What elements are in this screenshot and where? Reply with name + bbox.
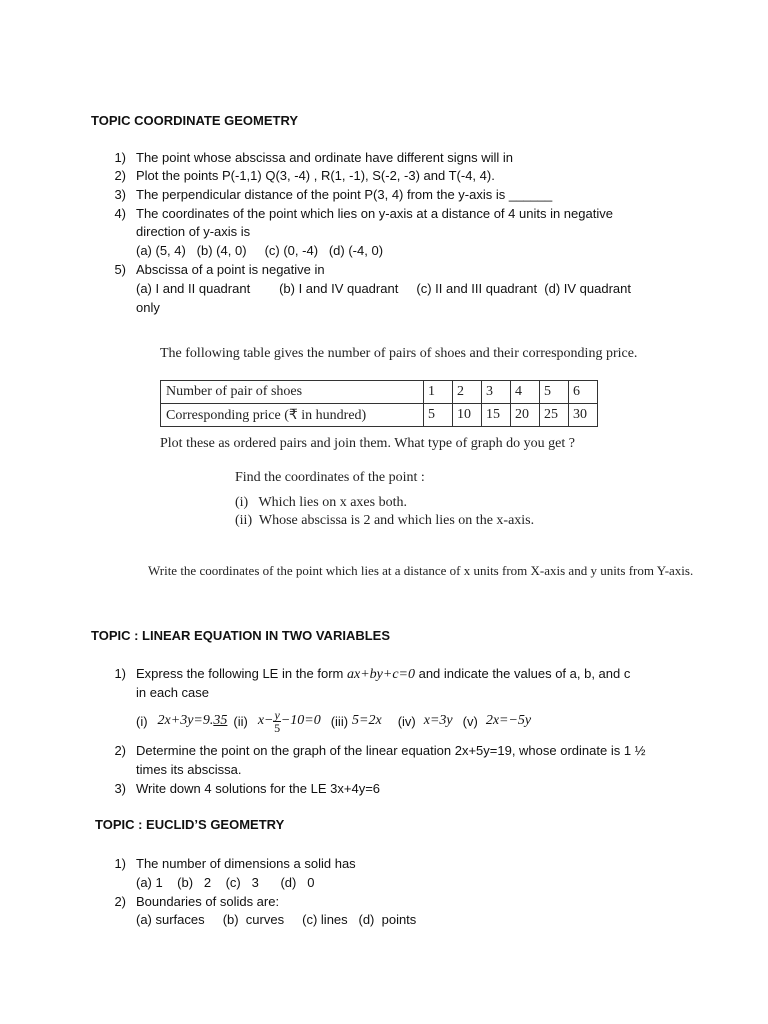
question-number: 1) <box>114 856 126 871</box>
coordinate-q4-line2: direction of y-axis is <box>136 224 251 239</box>
coordinate-heading: TOPIC COORDINATE GEOMETRY <box>91 113 299 128</box>
eq-ii-label: (ii) <box>233 713 248 729</box>
table-cell: 1 <box>424 381 453 404</box>
euclid-heading: TOPIC : EUCLID’S GEOMETRY <box>95 817 285 832</box>
shoes-table <box>160 380 598 427</box>
eq-iii-label: (iii) <box>330 713 349 729</box>
coordinate-q4-options: (a) (5, 4) (b) (4, 0) (c) (0, -4) (d) (-4, 0) <box>136 243 384 258</box>
table-cell: 5 <box>424 404 453 427</box>
question-number: 3) <box>114 781 126 796</box>
linear-q1-pre: Express the following LE in the form <box>136 666 347 681</box>
coordinate-q4-line1: The coordinates of the point which lies on y-axis at a distance of 4 units in negative <box>136 206 613 221</box>
table-cell-label: Corresponding price (₹ in hundred) <box>161 404 424 427</box>
coordinate-q5-only: only <box>136 300 160 315</box>
fraction-numerator: y <box>274 707 280 722</box>
shoes-after-text: Plot these as ordered pairs and join them. What type of graph do you get ? <box>160 436 575 451</box>
coordinate-q3: The perpendicular distance of the point P(3, 4) from the y-axis is ______ <box>136 187 553 202</box>
coordinate-q2: Plot the points P(-1,1) Q(3, -4) , R(1, -1), S(-2, -3) and T(-4, 4). <box>136 168 495 183</box>
eq-v-label: (v) <box>462 713 478 729</box>
equation-row <box>136 706 531 736</box>
table-row <box>161 404 598 427</box>
table-cell: 25 <box>540 404 569 427</box>
euclid-q1-options: (a) 1 (b) 2 (c) 3 (d) 0 <box>136 875 315 890</box>
table-cell: 20 <box>511 404 540 427</box>
linear-q2-line2: times its abscissa. <box>136 762 242 777</box>
euclid-q1: The number of dimensions a solid has <box>136 856 356 871</box>
table-cell: 5 <box>540 381 569 404</box>
fraction-denominator: 5 <box>274 720 281 735</box>
shoes-intro: The following table gives the number of pairs of shoes and their corresponding price. <box>160 346 638 361</box>
coordinate-q5-line1: Abscissa of a point is negative in <box>136 262 325 277</box>
linear-q1-form: ax+by+c=0 <box>347 667 415 682</box>
question-number: 2) <box>114 894 126 909</box>
question-number: 2) <box>114 168 126 183</box>
table-cell: 2 <box>453 381 482 404</box>
linear-q1-line1 <box>136 665 630 684</box>
table-cell: 3 <box>482 381 511 404</box>
table-cell: 6 <box>569 381 598 404</box>
table-cell: 4 <box>511 381 540 404</box>
table-cell: 30 <box>569 404 598 427</box>
question-number: 3) <box>114 187 126 202</box>
linear-q3: Write down 4 solutions for the LE 3x+4y=6 <box>136 781 381 796</box>
euclid-q2-options: (a) surfaces (b) curves (c) lines (d) points <box>136 912 417 927</box>
question-number: 1) <box>114 150 126 165</box>
eq-iv-label: (iv) <box>397 713 416 729</box>
coordinate-q5-options: (a) I and II quadrant (b) I and IV quadrant (c) II and III quadrant (d) IV quadrant <box>136 281 631 296</box>
find-coordinates-text: Find the coordinates of the point : <box>235 470 425 485</box>
eq-ii-b: −10=0 <box>280 713 321 728</box>
write-coordinates-text: Write the coordinates of the point which lies at a distance of x units from X-axis and y units from Y-axis. <box>148 563 694 578</box>
euclid-q2: Boundaries of solids are: <box>136 894 280 909</box>
linear-heading: TOPIC : LINEAR EQUATION IN TWO VARIABLES <box>91 628 390 643</box>
question-number: 5) <box>114 262 126 277</box>
table-row <box>161 381 598 404</box>
table-cell: 15 <box>482 404 511 427</box>
eq-iii: 5=2x <box>352 713 382 728</box>
find-item-i: (i) Which lies on x axes both. <box>235 495 407 510</box>
question-number: 4) <box>114 206 126 221</box>
eq-i: 2x+3y=9. <box>157 713 214 728</box>
table-cell: 10 <box>453 404 482 427</box>
eq-iv: x=3y <box>423 713 453 728</box>
eq-i-underlined: 35 <box>213 713 228 728</box>
linear-q1-line2: in each case <box>136 685 209 700</box>
eq-ii-fraction <box>273 709 280 734</box>
table-cell-label: Number of pair of shoes <box>161 381 424 404</box>
linear-q1-post: and indicate the values of a, b, and c <box>414 666 631 681</box>
coordinate-q1: The point whose abscissa and ordinate have different signs will in <box>136 150 513 165</box>
question-number: 1) <box>114 666 126 681</box>
eq-ii-a: x− <box>257 713 274 728</box>
question-number: 2) <box>114 743 126 758</box>
linear-q2-line1: Determine the point on the graph of the linear equation 2x+5y=19, whose ordinate is 1 ½ <box>136 743 646 758</box>
find-item-ii: (ii) Whose abscissa is 2 and which lies on the x-axis. <box>235 513 535 528</box>
eq-i-label: (i) <box>136 713 148 729</box>
eq-v: 2x=−5y <box>485 713 532 728</box>
